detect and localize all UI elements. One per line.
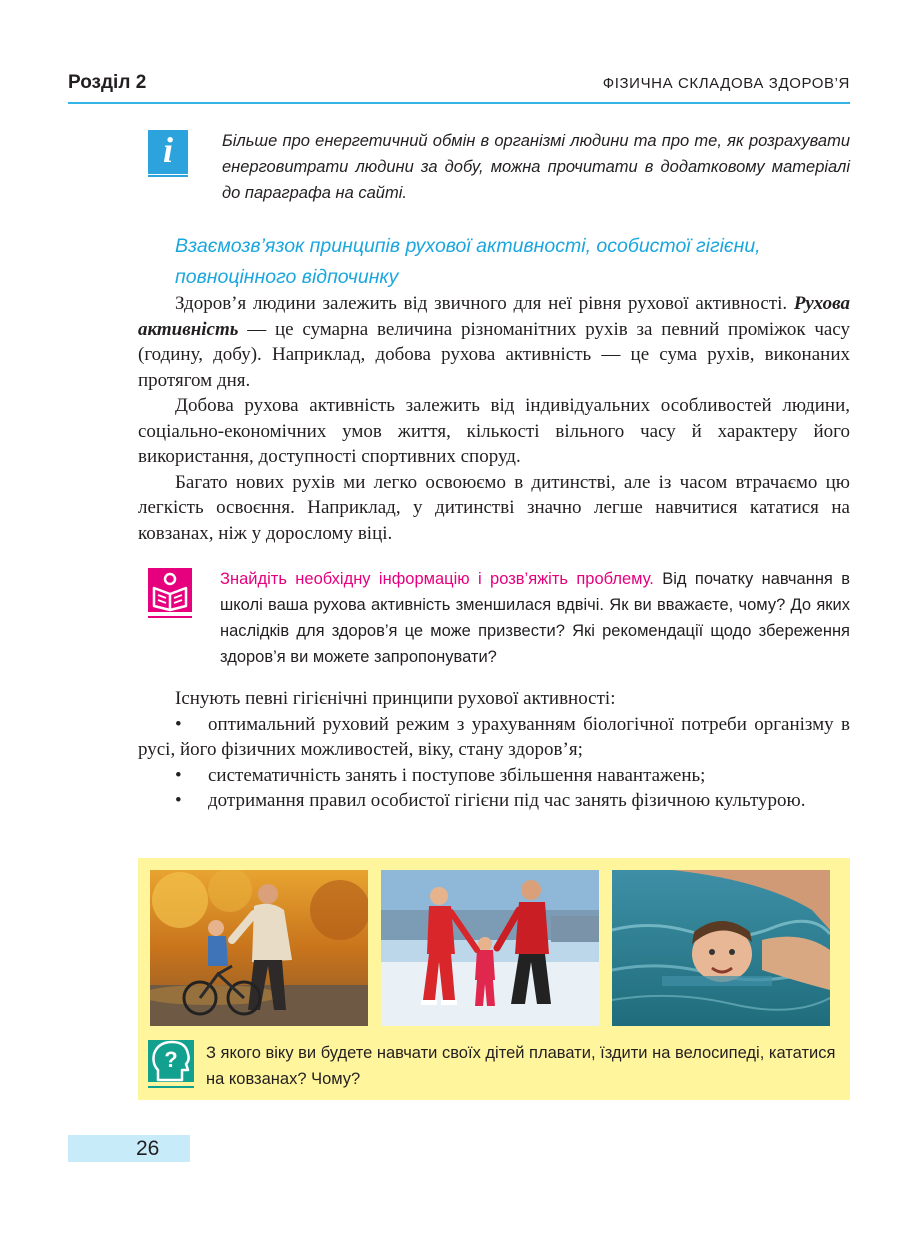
list-item — [138, 788, 850, 814]
paragraph-1-start: Здоров’я людини залежить від звичного для неї рівня рухової активності. — [175, 293, 794, 314]
paragraph-1 — [138, 291, 850, 393]
page-number: 26 — [136, 1137, 160, 1160]
list-item — [138, 763, 850, 789]
principles-intro: Існують певні гігієнічні принципи рухової активності: — [175, 688, 616, 709]
question-head-icon — [148, 1040, 194, 1082]
bullet: • — [175, 790, 182, 811]
question-text: З якого віку ви будете навчати своїх дітей плавати, їздити на велосипеді, кататися на ковзанах? Чому? — [206, 1044, 836, 1088]
page-header — [68, 72, 850, 104]
subheading: Взаємозв’язок принципів рухової активності, особистої гігієни, повноцінного відпочинку — [175, 235, 761, 288]
list-item-text: оптимальний руховий режим з урахуванням біологічної потреби організму в русі, його фізичних можливостей, віку, стану здоров’я; — [138, 713, 850, 760]
photo-father-child-bicycle — [150, 870, 368, 1026]
bullet: • — [175, 713, 182, 735]
info-icon: i — [148, 130, 188, 174]
chapter-title: Розділ 2 — [68, 72, 147, 93]
section-title: ФІЗИЧНА СКЛАДОВА ЗДОРОВ’Я — [602, 75, 850, 92]
task-accent: Знайдіть необхідну інформацію і розв’яжіть проблему. — [220, 570, 654, 588]
info-text: Більше про енергетичний обмін в організмі людини та про те, як розрахувати енерговитрати людини за добу, можна прочитати в додатковому матеріалі до параграфа на сайті. — [222, 132, 850, 202]
principles-list — [138, 686, 850, 814]
bullet: • — [175, 764, 182, 786]
list-item-text: систематичність занять і поступове збільшення навантажень; — [208, 764, 706, 786]
list-item-text: дотримання правил особистої гігієни під час занять фізичною культурою. — [208, 790, 806, 811]
illustration-panel — [138, 858, 850, 1100]
photo-child-swimming — [612, 870, 830, 1026]
page-number-bar — [68, 1135, 190, 1162]
term-motor-activity: Рухова активність — [138, 293, 850, 340]
list-item — [138, 712, 850, 763]
photo-family-ice-skating — [381, 870, 599, 1026]
paragraph-2: Добова рухова активність залежить від індивідуальних особливостей людини, соціально-економічних умов життя, кількості вільного часу й характеру його використання, доступності спортивних споруд. — [138, 395, 850, 467]
svg-text:?: ? — [164, 1047, 178, 1072]
book-reader-icon — [148, 568, 192, 612]
task-text — [220, 566, 850, 670]
paragraph-3: Багато нових рухів ми легко освоюємо в дитинстві, але із часом втрачаємо цю легкість освоєння. Наприклад, у дитинстві значно легше навчитися кататися на ковзанах, ніж у дорослому віці. — [138, 471, 850, 544]
paragraph-1-end: — це сумарна величина різноманітних рухів за певний проміжок часу (годину, добу). Наприклад, добова рухова активність — це сума рухів, виконаних протягом дня. — [138, 318, 850, 391]
main-text — [138, 291, 850, 546]
task-body: Від початку навчання в школі ваша рухова активність зменшилася вдвічі. Як ви вважаєте, чому? До яких наслідків для здоров’я це може призвести? Які рекомендації щодо збереження здоров’я ви можете запропонувати? — [220, 570, 850, 666]
